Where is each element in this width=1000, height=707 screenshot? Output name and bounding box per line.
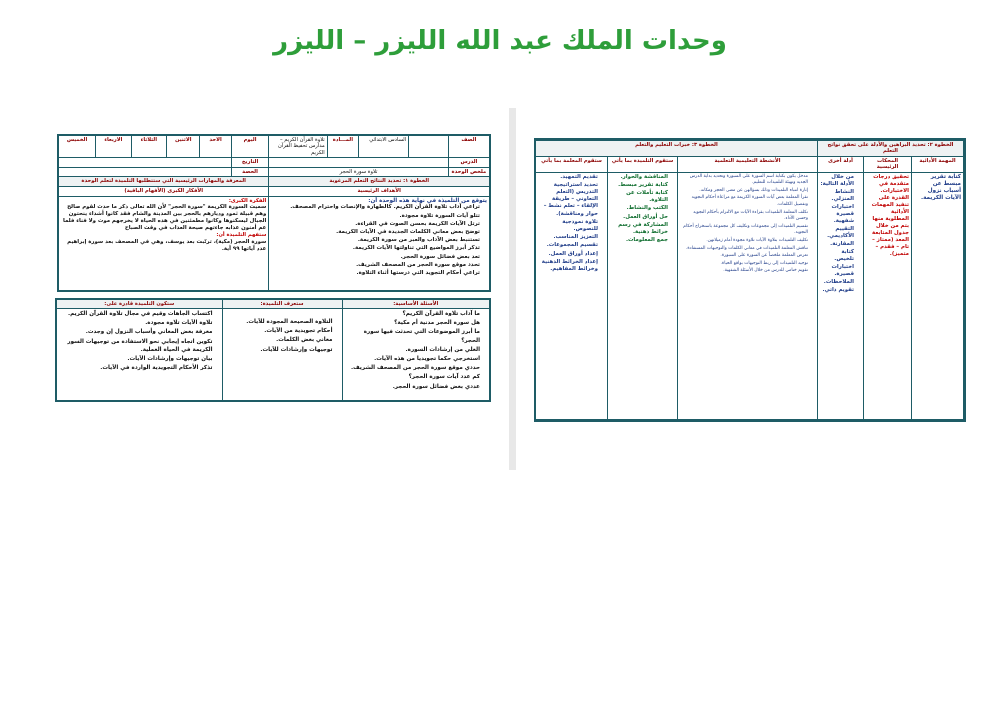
page-title: وحدات الملك عبد الله الليزر – الليزر [273, 26, 727, 56]
step1-knowledge: المعرفة والمهارات الرئيسية التي ستتطلبها التلميذة لتعلم الوحدة [58, 177, 269, 187]
header-cell: اليوم [231, 135, 269, 158]
left-page [57, 134, 491, 402]
list-item: تقويم ختامي للدرس من خلال الأسئلة الشفهية. [723, 268, 808, 274]
list-item: كتابة تلخيص. [834, 248, 854, 262]
column-header: المحكات الرئيسية [864, 156, 912, 172]
list-item: حددي موقع سورة الحجر من المصحف الشريف. [350, 365, 480, 372]
list-item: تكلف المعلمة التلميذات بقراءة الآيات مع الالتزام بأحكام التجويد وحسن الأداء. [693, 209, 808, 222]
evidence-table [535, 140, 964, 420]
header-cell: تلاوة القرآن الكريم – مدارس تحفيظ القرآن الكريم [269, 135, 327, 158]
list-item: تذكر أبرز المواضيع التي تناولتها الآيات الكريمة. [352, 245, 480, 252]
list-item: الكتب والنشاط. [626, 205, 668, 212]
list-item: تقسيم التلميذات إلى مجموعات وتكليف كل مجموعة باستخراج أحكام التجويد. [683, 223, 808, 236]
header-cell: السادس الابتدائي [359, 135, 409, 158]
list-item: إثارة انتباه التلميذات وذلك بسؤالهن عن معنى الحجر ومكانه. [699, 187, 808, 193]
goals-title: الأهداف الرئيسية [269, 187, 490, 197]
questions-title: الأسئلة الأساسية: [342, 299, 490, 309]
column-header: ستقوم التلميذة بما يأتي [607, 156, 677, 172]
list-item: استخرجي حكما تجويديا من هذه الآيات. [374, 356, 480, 363]
column-header: أدلة أخرى [817, 156, 863, 172]
understand-text: سورة الحجر (مكية)، ترتّبت بعد يوسف، وهي في المصحف بعد سورة إبراهيم عدد آياتها ٩٩ آية. [67, 238, 267, 252]
list-item: اختبارات قصيرة. [831, 263, 854, 277]
list-item: تكوين اتجاه إيجابي نحو الاستفادة من توجيهات السور الكريمة في الحياة العملية. [67, 338, 213, 353]
list-item: تذكر الأحكام التجويدية الواردة في الآيات. [100, 365, 213, 372]
list-item: توجيه التلميذات إلى ربط التوجيهات بواقع الحياة. [720, 260, 808, 266]
big-idea-head: الفكرة الكبرى: [228, 198, 267, 205]
list-item: تعرض المعلمة ملخصاً عن السورة على السبورة. [720, 253, 808, 259]
page-divider [509, 108, 516, 470]
list-item: إعداد أوراق العمل. [548, 250, 598, 257]
list-item: اكتساب الجاهات وقيم في مجال تلاوة القرآن الكريم. [67, 311, 213, 318]
questions-list [345, 310, 488, 391]
list-item: تكليف التلميذات بتلاوة الآيات تلاوة مجودة أمام زميلاتهن. [706, 237, 808, 243]
list-item: كتابة تقرير مبسط. [618, 181, 668, 188]
criteria-cell: تحقيق درجات متقدمة في الاختبارات. القدرة على تنفيذ المهمات الأدائية المطلوبة منها بتم من خلال جدول المتابعة المعد (ممتاز – تام – فقدم – متميز). [864, 172, 912, 419]
list-item: تلاوة نموذجية للنصوص. [562, 218, 598, 233]
will-know-list [225, 310, 340, 354]
list-item: العلي من إرشادات السورة. [405, 346, 480, 353]
expected-title: يتوقع من التلميذة في نهاية هذه الوحدة أن: [368, 198, 487, 205]
list-item: توجيهات وإرشادات للآيات. [260, 346, 333, 353]
big-ideas-title: الأفكار الكبرى (الأفهام الباقية) [58, 187, 269, 197]
day-cell: الاثنين [167, 135, 200, 158]
list-item: عددي بعض فضائل سورة الحجر. [392, 383, 480, 390]
list-item: معرفة بعض المعاني وأسباب النزول إن وجدت. [85, 329, 213, 336]
list-item: النشاط المنزلي. [831, 188, 854, 202]
list-item: ما آداب تلاوة القرآن الكريم؟ [402, 311, 480, 318]
questions-table [55, 298, 491, 402]
goals-list [271, 204, 487, 277]
day-cell: الخميس [58, 135, 96, 158]
header-cell: الحصة [231, 167, 269, 176]
header-cell [58, 167, 231, 176]
big-idea-text: سميت السورة الكريمة "سورة الحجر" لأن الله تعالى ذكر ما حدث لقوم صالح وهم قبيلة ثمود وديارهم بالحجر بين المدينة والشام فقد كانوا أشداء ينحتون الجبال ليسكنوها وكانوا مطمئنين في هذه الحياة لا يخرجهم موت ولا فناء فلما عم أمنون عذابه جاءتهم صيحة العذاب في وقت الصباح [63, 204, 267, 232]
list-item: المقارنة. [830, 240, 854, 247]
column-header: الأنشطة التعليمية التعلمية [677, 156, 817, 172]
day-cell: الثلاثاء [131, 135, 166, 158]
able-list [59, 310, 220, 372]
list-item: المشاركة في رسم خرائط ذهنية. [618, 221, 668, 236]
list-item: إعداد الخرائط الذهنية وخرائط المفاهيم. [541, 258, 598, 273]
list-item: أحكام تجويدية من الآيات. [264, 328, 333, 335]
header-cell: المـــادة [327, 135, 358, 158]
header-cell: الدرس [448, 158, 490, 167]
step3-heading: الخطوة ٣: خبرات التعليم والتعلم [535, 141, 817, 157]
list-item: تتلو آيات السورة تلاوة مجودة. [399, 212, 480, 219]
student-cell [607, 172, 677, 419]
evidence-cell [817, 172, 863, 419]
list-item: تعد بعض فضائل سورة الحجر. [400, 253, 480, 260]
list-item: كم عدد آيات سورة الحجر؟ [408, 374, 480, 381]
list-item: التقييم الأكاديمي. [827, 225, 854, 239]
header-cell [269, 158, 448, 167]
list-item: التلاوة الصحيحة المجودة للآيات. [246, 319, 333, 326]
list-item: تستنبط بعض الآداب والعبر من سورة الكريمة. [357, 237, 480, 244]
list-item: حل أوراق العمل. [623, 213, 668, 220]
list-item: تلاوة الآيات تلاوة مجودة. [145, 320, 213, 327]
big-ideas-cell [58, 197, 269, 291]
unit-plan-table [57, 134, 491, 292]
list-item: بيان توجيهات وإرشادات الآيات. [127, 356, 213, 363]
header-cell: التاريخ [231, 158, 269, 167]
list-item: تقويم ذاتي. [822, 286, 854, 293]
right-page [534, 138, 966, 422]
list-item: تراعي آداب تلاوة القرآن الكريم. كالطهارة والإنصات واحترام المصحف. [290, 204, 480, 211]
activities-cell [677, 172, 817, 419]
list-item: تناقش المعلمة التلميذات في معاني الكلمات والتوجيهات المستفادة. [685, 245, 808, 251]
list-item: هل سورة الحجر مدنية أم مكية؟ [394, 320, 480, 327]
day-cell: الاحد [200, 135, 231, 158]
list-item: مدخل يكون بكتابة اسم السورة على السبورة وتحديد بداية الدرس الجديد وتهيئة التلميذات للتعليم. [689, 173, 808, 186]
list-item: المناقشة والحوار. [620, 173, 668, 180]
list-item: تقسيم المجموعات. [546, 242, 598, 249]
goals-cell [269, 197, 490, 291]
list-item: معاني بعض الكلمات. [276, 337, 333, 344]
list-item: تحديد استراتيجية التدريس (التعلم التعاوني – طريقة الإلقاء – تعلم نشط – حوار ومناقشة). [543, 181, 598, 217]
will-know-title: ستعرف التلميذة: [222, 299, 342, 309]
list-item: التعزيز المناسب. [553, 234, 598, 241]
task-cell: كتابة تقرير مبسط عن أسباب نزول الآيات الكريمة. [912, 172, 964, 419]
list-item: تراعي أحكام التجويد التي درستها أثناء التلاوة. [356, 270, 480, 277]
list-item: تقديم التمهيد. [560, 173, 598, 180]
day-cell: الاربعاء [96, 135, 131, 158]
list-item: كتابة تأملات عن التلاوة. [626, 190, 668, 204]
list-item: من خلال الأدلة التالية: [820, 173, 854, 187]
list-item: توضح بعض معاني الكلمات الجديدة في الآيات الكريمة. [336, 229, 480, 236]
able-cell [56, 309, 222, 401]
list-item: ما أبرز الموضوعات التي تحدثت فيها سورة الحجر؟ [363, 329, 480, 344]
understand-head: ستفهم التلميذة أن: [216, 232, 267, 239]
list-item: تحدد موقع سورة الحجر من المصحف الشريف. [356, 261, 480, 268]
activities-list [680, 174, 815, 275]
list-item: تقرأ المعلمة بعض آيات السورة الكريمة مع مراعاة أحكام التجويد وتفصيل الكلمات. [691, 195, 808, 207]
list-item: اختبارات قصيرة شفهية. [831, 203, 854, 224]
column-header: ستقوم المعلمة بما يأتي [535, 156, 607, 172]
list-item: جمع المعلومات. [625, 237, 668, 244]
header-cell: تلاوة سورة الحجر [269, 167, 448, 176]
header-cell [58, 158, 231, 167]
teacher-list [538, 174, 605, 274]
column-header: المهمة الأدائية [912, 156, 964, 172]
step1-heading: الخطوة ١: تحديد النتائج التعلم المرغوبة [269, 177, 490, 187]
will-know-cell [222, 309, 342, 401]
questions-cell [342, 309, 490, 401]
student-list [610, 174, 675, 245]
teacher-cell [535, 172, 607, 419]
header-cell: ملخص الوحدة [448, 167, 490, 176]
header-cell [409, 135, 449, 158]
list-item: الملاحظات. [823, 278, 854, 285]
evidence-list [820, 174, 861, 294]
list-item: ترتل الآيات الكريمة بحسن الصوت في القراءة. [355, 220, 480, 227]
step2-heading: الخطوة ٢: تحديد البراهين والأدلة على تحقق نواتج التعلم [817, 141, 963, 157]
header-cell: الصف [448, 135, 490, 158]
able-title: ستكون التلميذة قادرة على: [56, 299, 222, 309]
